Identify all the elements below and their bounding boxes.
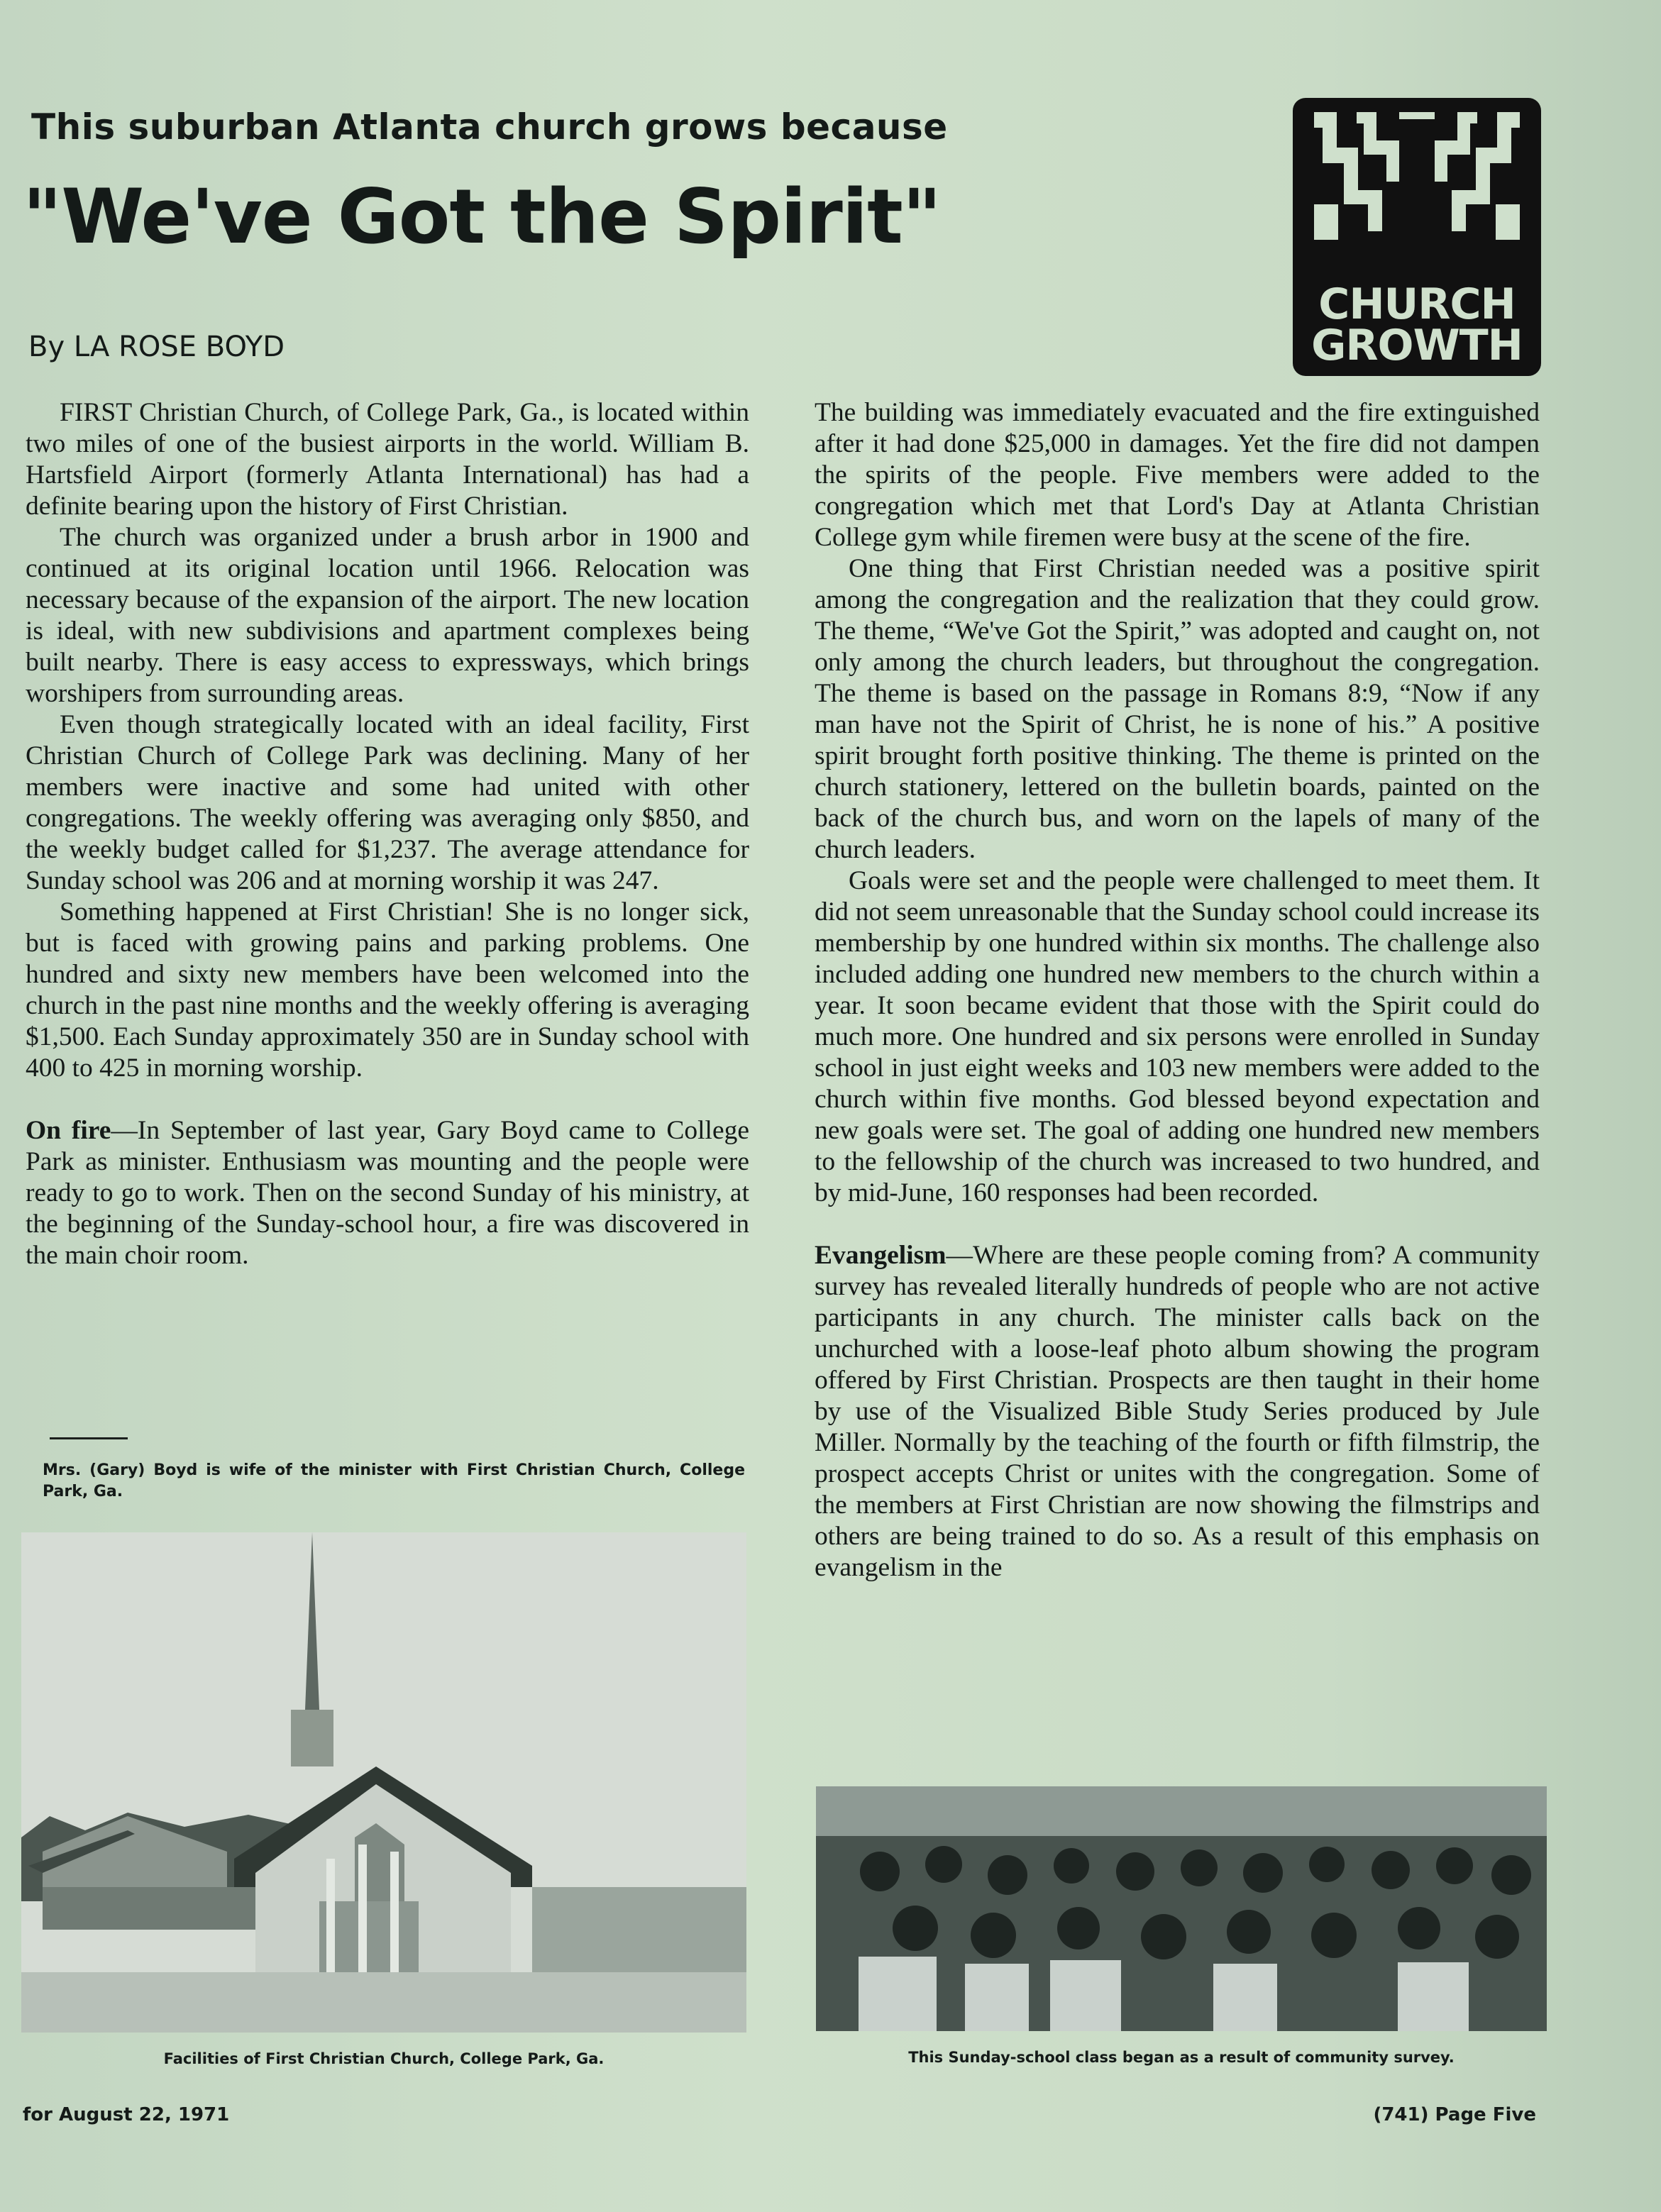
article-kicker: This suburban Atlanta church grows because [31,106,948,148]
church-photo-caption: Facilities of First Christian Church, College Park, Ga. [163,2050,605,2067]
sunday-school-class-photo [816,1786,1547,2031]
church-growth-logo [1293,98,1541,376]
right-column [815,397,1540,1583]
logo-wordmark [1293,280,1541,370]
logo-line-growth: GROWTH [1311,321,1523,370]
paragraph-evangelism [815,1240,1540,1583]
author-footnote: Mrs. (Gary) Boyd is wife of the minister with First Christian Church, College Park, Ga. [43,1461,745,1500]
article-title: "We've Got the Spirit" [23,173,941,260]
left-column [26,397,749,1271]
subhead-evangelism: Evangelism [815,1241,947,1270]
on-fire-text: —In September of last year, Gary Boyd came to College Park as minister. Enthusiasm was mounting and the people were ready to go to work. Then on the second Sunday of his ministry, at the beginning of the Sunday-school hour, a fire was discovered in the main choir room. [26,1116,750,1270]
paragraph-intro: FIRST Christian Church, of College Park, Ga., is located within two miles of one of the busiest airports in the world. William B. Hartsfield Airport (formerly Atlanta International) has had a definite bearing upon the history of First Christian. [26,398,749,521]
class-photo-caption: This Sunday-school class began as a result of community survey. [908,2049,1455,2066]
page-number: (741) Page Five [1373,2104,1536,2125]
paragraph-history: The church was organized under a brush arbor in 1900 and continued at its original location until 1966. Relocation was necessary because of the expansion of the airport. The new location is ideal, with new subdivisions and apartment complexes being built nearby. There is easy access to expressways, which brings worshipers from surrounding areas. [26,523,749,708]
church-building-photo [21,1532,746,2033]
paragraph-growth: Something happened at First Christian! She is no longer sick, but is faced with growing pains and parking problems. One hundred and sixty new members have been welcomed into the church in the past nine months and the weekly offering is averaging $1,500. Each Sunday approximately 350 are in Sunday school with 400 to 425 in morning worship. [26,897,749,1083]
paragraph-theme: One thing that First Christian needed was a positive spirit among the congregation and the realization that they could grow. The theme, “We've Got the Spirit,” was adopted and caught on, not only among the church leaders, but throughout the congregation. The theme is based on the passage in Romans 8:9, “Now if any man have not the Spirit of Christ, he is none of his.” A positive spirit brought forth positive thinking. The theme is printed on the church stationery, lettered on the bulletin boards, painted on the back of the church bus, and worn on the lapels of many of the church leaders. [815,554,1540,864]
evangelism-text: —Where are these people coming from? A community survey has revealed literally hundreds of people who are not active participants in any church. The minister calls back on the unchurched with a loose-leaf photo album showing the program offered by First Christian. Prospects are then taught in their home by use of the Visualized Bible Study Series produced by Jule Miller. Normally by the teaching of the fourth or fifth filmstrip, the prospect accepts Christ or unites with the congregation. Some of the members at First Christian are now showing the filmstrips and others are being trained to do so. As a result of this emphasis on evangelism in the [815,1241,1540,1582]
paragraph-fire-continued: The building was immediately evacuated and the fire extinguished after it had done $25,000 in damages. Yet the fire did not dampen the spirits of the people. Five members were added to the congregation which met that Lord's Day at Atlanta Christian College gym while firemen were busy at the scene of the fire. [815,398,1540,552]
logo-line-church: CHURCH [1318,280,1516,329]
paragraph-on-fire [26,1115,749,1271]
subhead-on-fire: On fire [26,1116,111,1145]
paragraph-decline: Even though strategically located with an ideal facility, First Christian Church of College Park was declining. Many of her members were inactive and some had united with other congregations. The weekly offering was averaging only $850, and the weekly budget called for $1,237. The average attendance for Sunday school was 206 and at morning worship it was 247. [26,710,749,895]
issue-date: for August 22, 1971 [23,2104,230,2125]
article-byline: By LA ROSE BOYD [28,331,285,363]
paragraph-goals: Goals were set and the people were challenged to meet them. It did not seem unreasonable that the Sunday school could increase its membership by one hundred within six months. The challenge also included adding one hundred new members to the church within a year. It soon became evident that those with the Spirit could do much more. One hundred and six persons were enrolled in Sunday school in just eight weeks and 103 new members were added to the church within five months. God blessed beyond expectation and new goals were set. The goal of adding one hundred new members to the fellowship of the church was increased to two hundred, and by mid-June, 160 responses had been recorded. [815,866,1540,1207]
footnote-divider [50,1437,128,1439]
